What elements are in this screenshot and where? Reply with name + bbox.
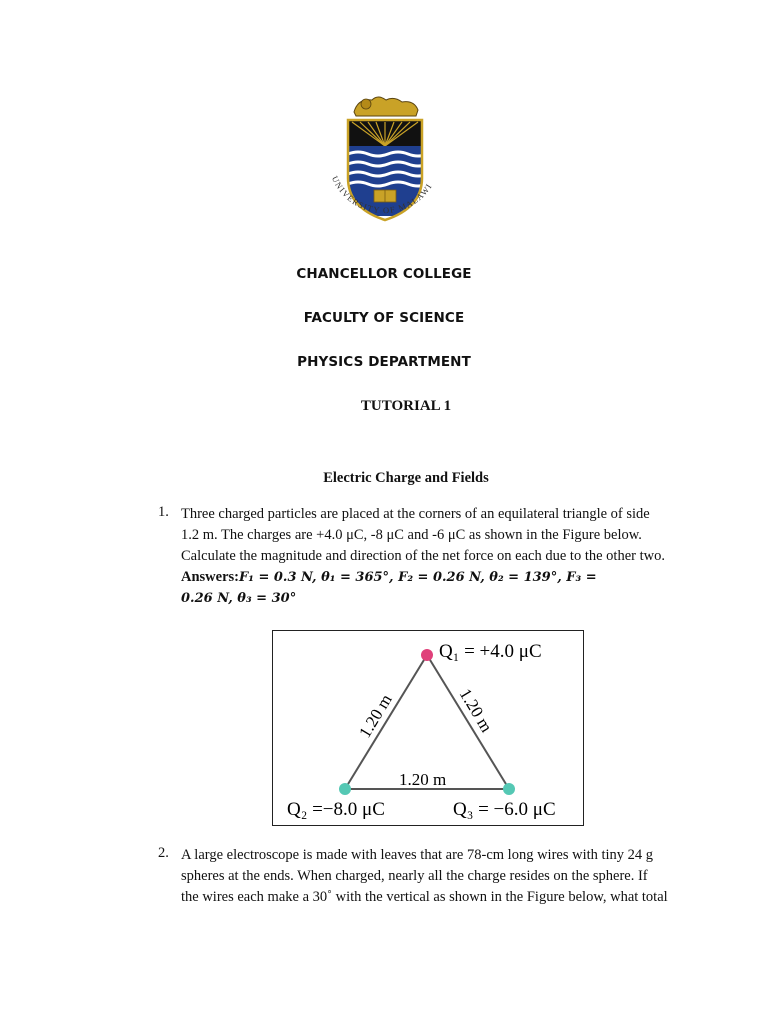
charge-q1-label: Q₁ = +4.0 μC [439,641,542,662]
charge-q2-label: Q₂ =−8.0 μC [287,799,385,820]
question-2-number: 2. [158,845,169,861]
question-2-line-3: the wires each make a 30˚ with the vertical as shown in the Figure below, what total [181,889,668,905]
university-logo [322,90,444,230]
side-right-line [427,655,509,789]
faculty-heading: FACULTY OF SCIENCE [303,310,465,326]
question-2-line-2: spheres at the ends. When charged, nearly all the charge resides on the sphere. If [181,868,648,884]
answer-label: Answers: [181,569,239,585]
department-heading: PHYSICS DEPARTMENT [297,354,471,370]
charge-q1-dot [421,649,433,661]
question-1-number: 1. [158,504,169,520]
answer-values-1: F₁ = 0.3 N, θ₁ = 365°, F₂ = 0.26 N, θ₂ = 139°, F₃ = [239,570,597,585]
charge-q2-dot [339,783,351,795]
question-2-line-1: A large electroscope is made with leaves that are 78-cm long wires with tiny 24 g [181,847,654,863]
question-1-line-3: Calculate the magnitude and direction of the net force on each due to the other two. [181,548,665,564]
question-1-body [181,504,681,609]
question-2-body [181,845,681,908]
college-heading: CHANCELLOR COLLEGE [296,266,472,282]
charge-q3-dot [503,783,515,795]
side-left-line [345,655,427,789]
question-1-line-2: 1.2 m. The charges are +4.0 μC, -8 μC and -6 μC as shown in the Figure below. [181,527,642,543]
side-right-label: 1.20 m [455,685,497,736]
side-left-label: 1.20 m [355,690,396,742]
svg-text:UNIVERSITY OF MALAWI: UNIVERSITY OF MALAWI [329,174,435,216]
charge-q3-label: Q₃ = −6.0 μC [453,799,556,820]
section-title: Electric Charge and Fields [323,470,489,486]
lion-icon [354,97,418,116]
tutorial-heading: TUTORIAL 1 [360,398,452,414]
triangle-figure [272,630,584,826]
side-bottom-label: 1.20 m [399,770,447,789]
question-1-answer [181,567,681,588]
question-1-line-1: Three charged particles are placed at the corners of an equilateral triangle of side [181,506,650,522]
question-1-answer-cont: 0.26 N, θ₃ = 30° [181,591,297,606]
